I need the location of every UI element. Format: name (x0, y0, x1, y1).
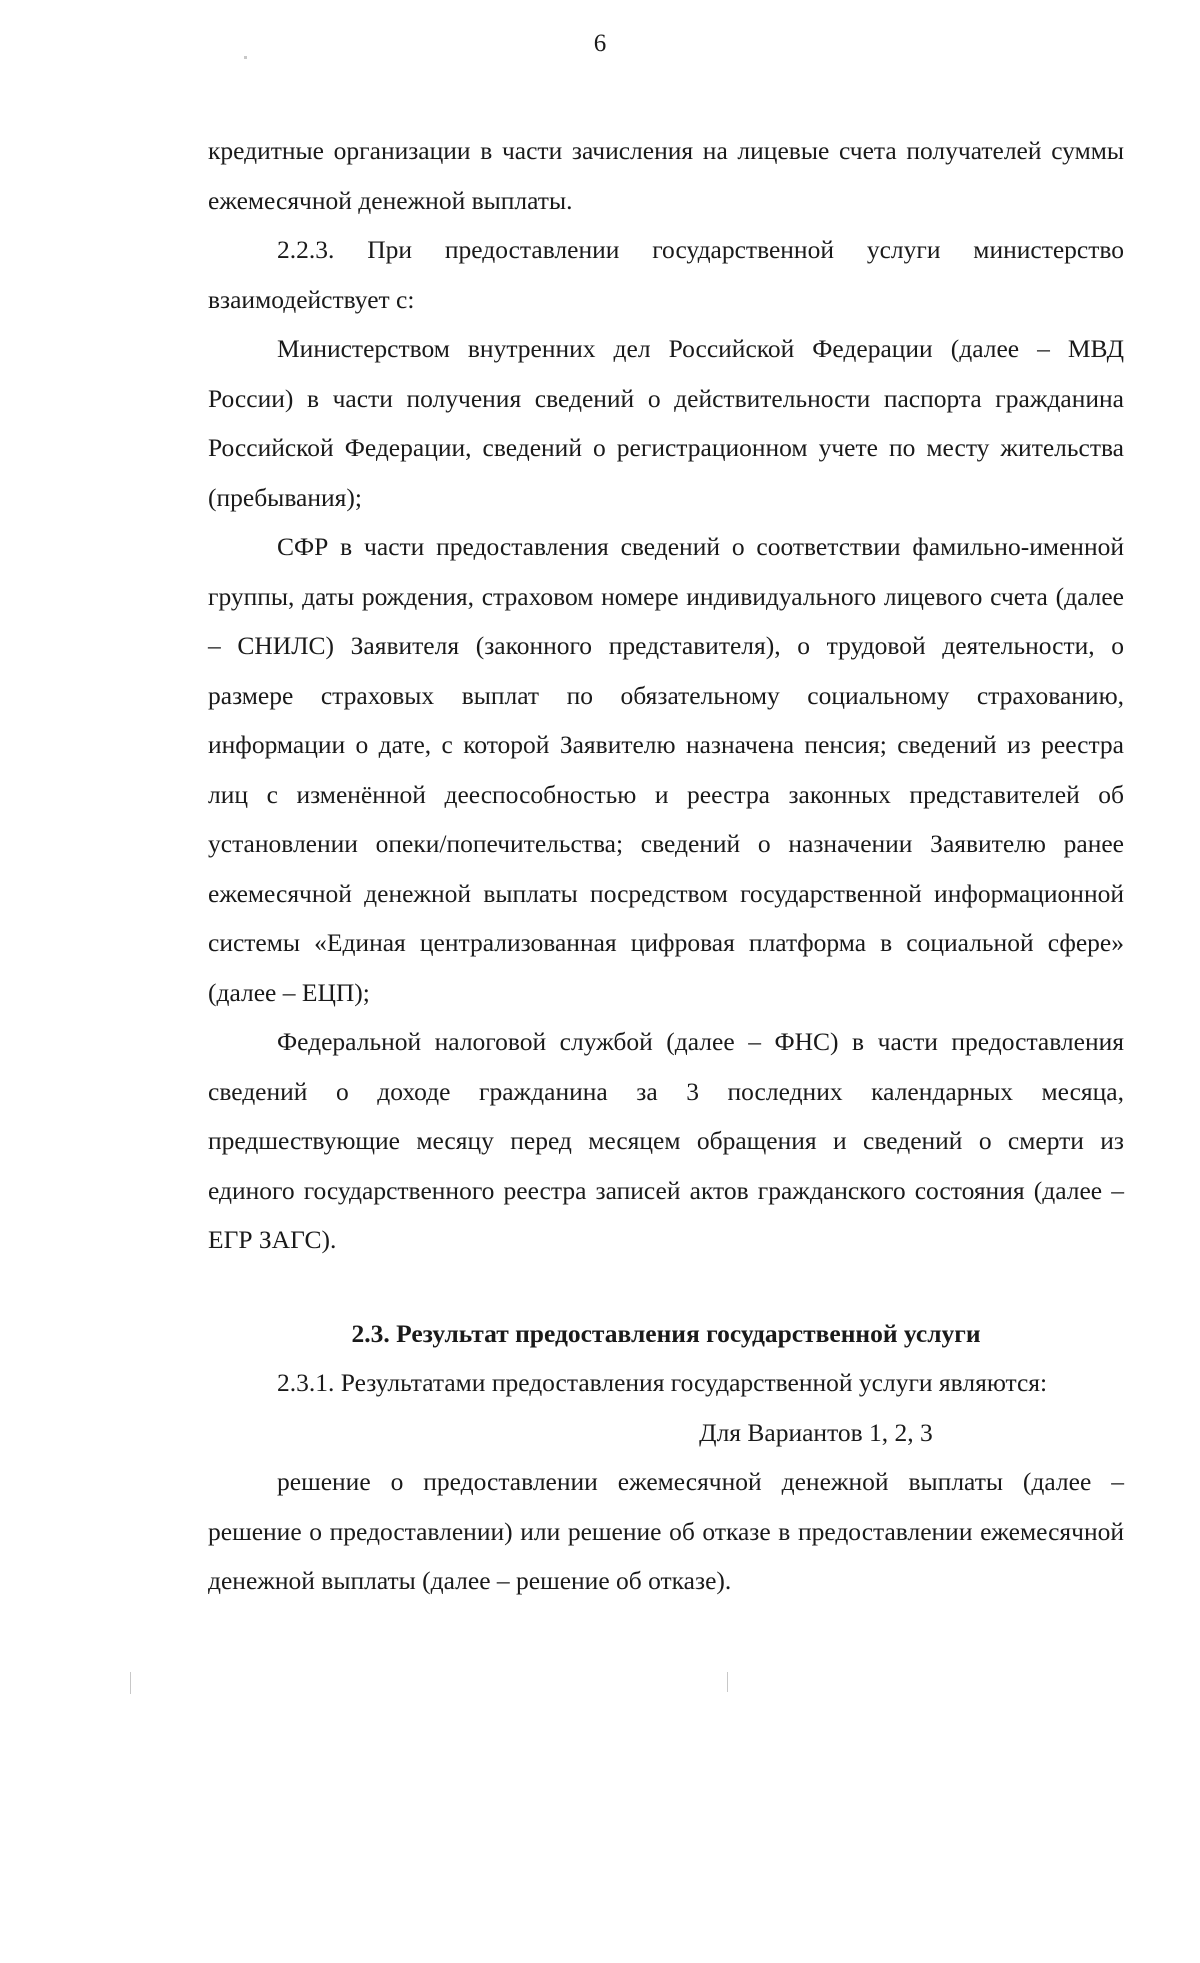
paragraph-2-3-1: 2.3.1. Результатами предоставления государственной услуги являются: (277, 1368, 1048, 1397)
document-body (208, 126, 1124, 1606)
scan-mark (727, 1672, 728, 1692)
paragraph-mvd: Министерством внутренних дел Российской Федерации (далее – МВД России) в части получения сведений о действительности паспорта гражданина Российской Федерации, сведений о регистрационном учете по месту жительства (пребывания); (208, 334, 1124, 512)
paragraph-decision: решение о предоставлении ежемесячной денежной выплаты (далее – решение о предоставлении) или решение об отказе в предоставлении ежемесячной денежной выплаты (далее – решение об отказе). (208, 1467, 1124, 1595)
scan-mark (130, 1672, 131, 1694)
variants-subheading: Для Вариантов 1, 2, 3 (699, 1417, 933, 1447)
scan-speck (244, 56, 247, 59)
section-heading: 2.3. Результат предоставления государственной услуги (351, 1318, 981, 1348)
page-number: 6 (593, 30, 607, 57)
paragraph-sfr: СФР в части предоставления сведений о соответствии фамильно-именной группы, даты рождения, страховом номере индивидуального лицевого счета (далее – СНИЛС) Заявителя (законного представителя), о трудовой деятельности, о размере страховых выплат по обязательному социальному страхованию, информации о дате, с которой Заявителю назначена пенсия; сведений из реестра лиц с изменённой дееспособностью и реестра законных представителей об установлении опеки/попечительства; сведений о назначении Заявителю ранее ежемесячной денежной выплаты посредством государственной информационной системы «Единая централизованная цифровая платформа в социальной сфере» (далее – ЕЦП); (208, 532, 1124, 1007)
paragraph-2-2-3: 2.2.3. При предоставлении государственной услуги министерство взаимодействует с: (208, 235, 1124, 314)
paragraph-fns: Федеральной налоговой службой (далее – ФНС) в части предоставления сведений о доходе гражданина за 3 последних календарных месяца, предшествующие месяцу перед месяцем обращения и сведений о смерти из единого государственного реестра записей актов гражданского состояния (далее – ЕГР ЗАГС). (208, 1027, 1124, 1254)
paragraph-credit-organizations: кредитные организации в части зачисления на лицевые счета получателей суммы ежемесячной денежной выплаты. (208, 136, 1124, 215)
